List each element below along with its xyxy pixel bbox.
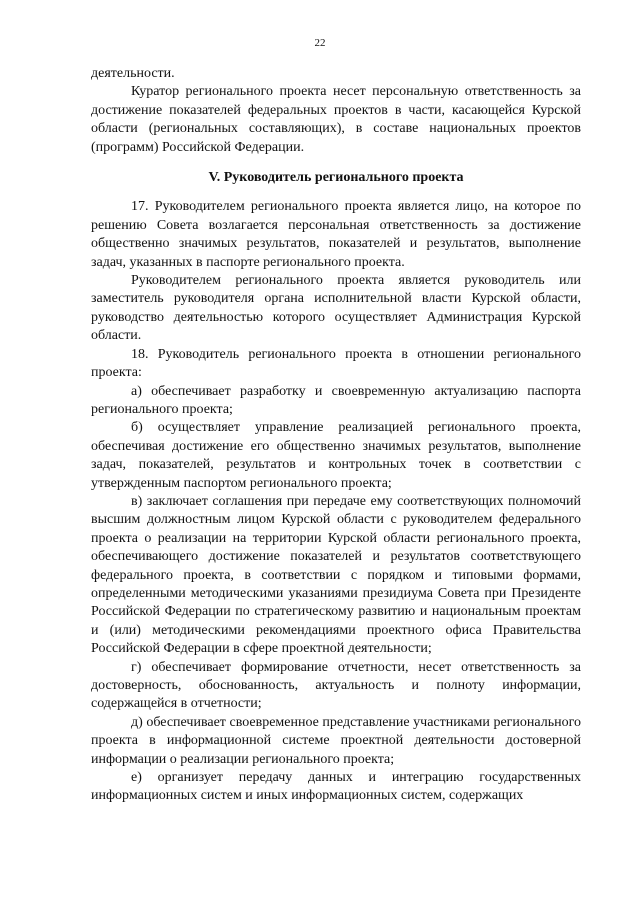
continuation-text: деятельности. — [91, 66, 175, 81]
item-v: в) заключает соглашения при передаче ему соответствующих полномочий высшим должностным лицом Курской области с руководителем федерального проекта о реализации на территории Курской области регионального проекта, обеспечивающего достижение показателей и результатов соответствующего федерального проекта, в соответствии с порядком и типовыми формами, определенными методическими указаниями президиума Совета при Президенте Российской Федерации по стратегическому развитию и национальным проектам и (или) методическими рекомендациями проектного офиса Правительства Российской Федерации в сфере проектной деятельности; — [91, 493, 581, 657]
page-content — [91, 65, 581, 806]
paragraph-18: 18. Руководитель регионального проекта в отношении регионального проекта: — [91, 346, 581, 381]
paragraph-17: 17. Руководителем регионального проекта является лицо, на которое по решению Совета возлагается персональная ответственность за достижение общественно значимых результатов, показателей и результатов, выполнение задач, указанных в паспорте регионального проекта. — [91, 199, 581, 270]
item-b: б) осуществляет управление реализацией регионального проекта, обеспечивая достижение его общественно значимых результатов, выполнение задач, показателей, результатов и контрольных точек в соответствии с утвержденным паспортом регионального проекта; — [91, 420, 581, 491]
item-a: а) обеспечивает разработку и своевременную актуализацию паспорта регионального проекта; — [91, 383, 581, 417]
page-number: 22 — [314, 37, 326, 49]
section-heading: V. Руководитель регионального проекта — [208, 170, 464, 186]
item-g: г) обеспечивает формирование отчетности, несет ответственность за достоверность, обоснованность, актуальность и полноту информации, содержащейся в отчетности; — [91, 659, 581, 712]
paragraph-17-continued: Руководителем регионального проекта является руководитель или заместитель руководителя органа исполнительной власти Курской области, руководство деятельностью которого осуществляет Администрация Курской области. — [91, 273, 581, 344]
item-e: е) организует передачу данных и интеграцию государственных информационных систем и иных информационных систем, содержащих — [91, 770, 581, 804]
curator-responsibility-paragraph: Куратор регионального проекта несет персональную ответственность за достижение показателей федеральных проектов в части, касающейся Курской области (региональных составляющих), в составе национальных проектов (программ) Российской Федерации. — [91, 84, 581, 155]
item-d: д) обеспечивает своевременное представление участниками регионального проекта в информационной системе проектной деятельности достоверной информации о реализации регионального проекта; — [91, 714, 581, 767]
